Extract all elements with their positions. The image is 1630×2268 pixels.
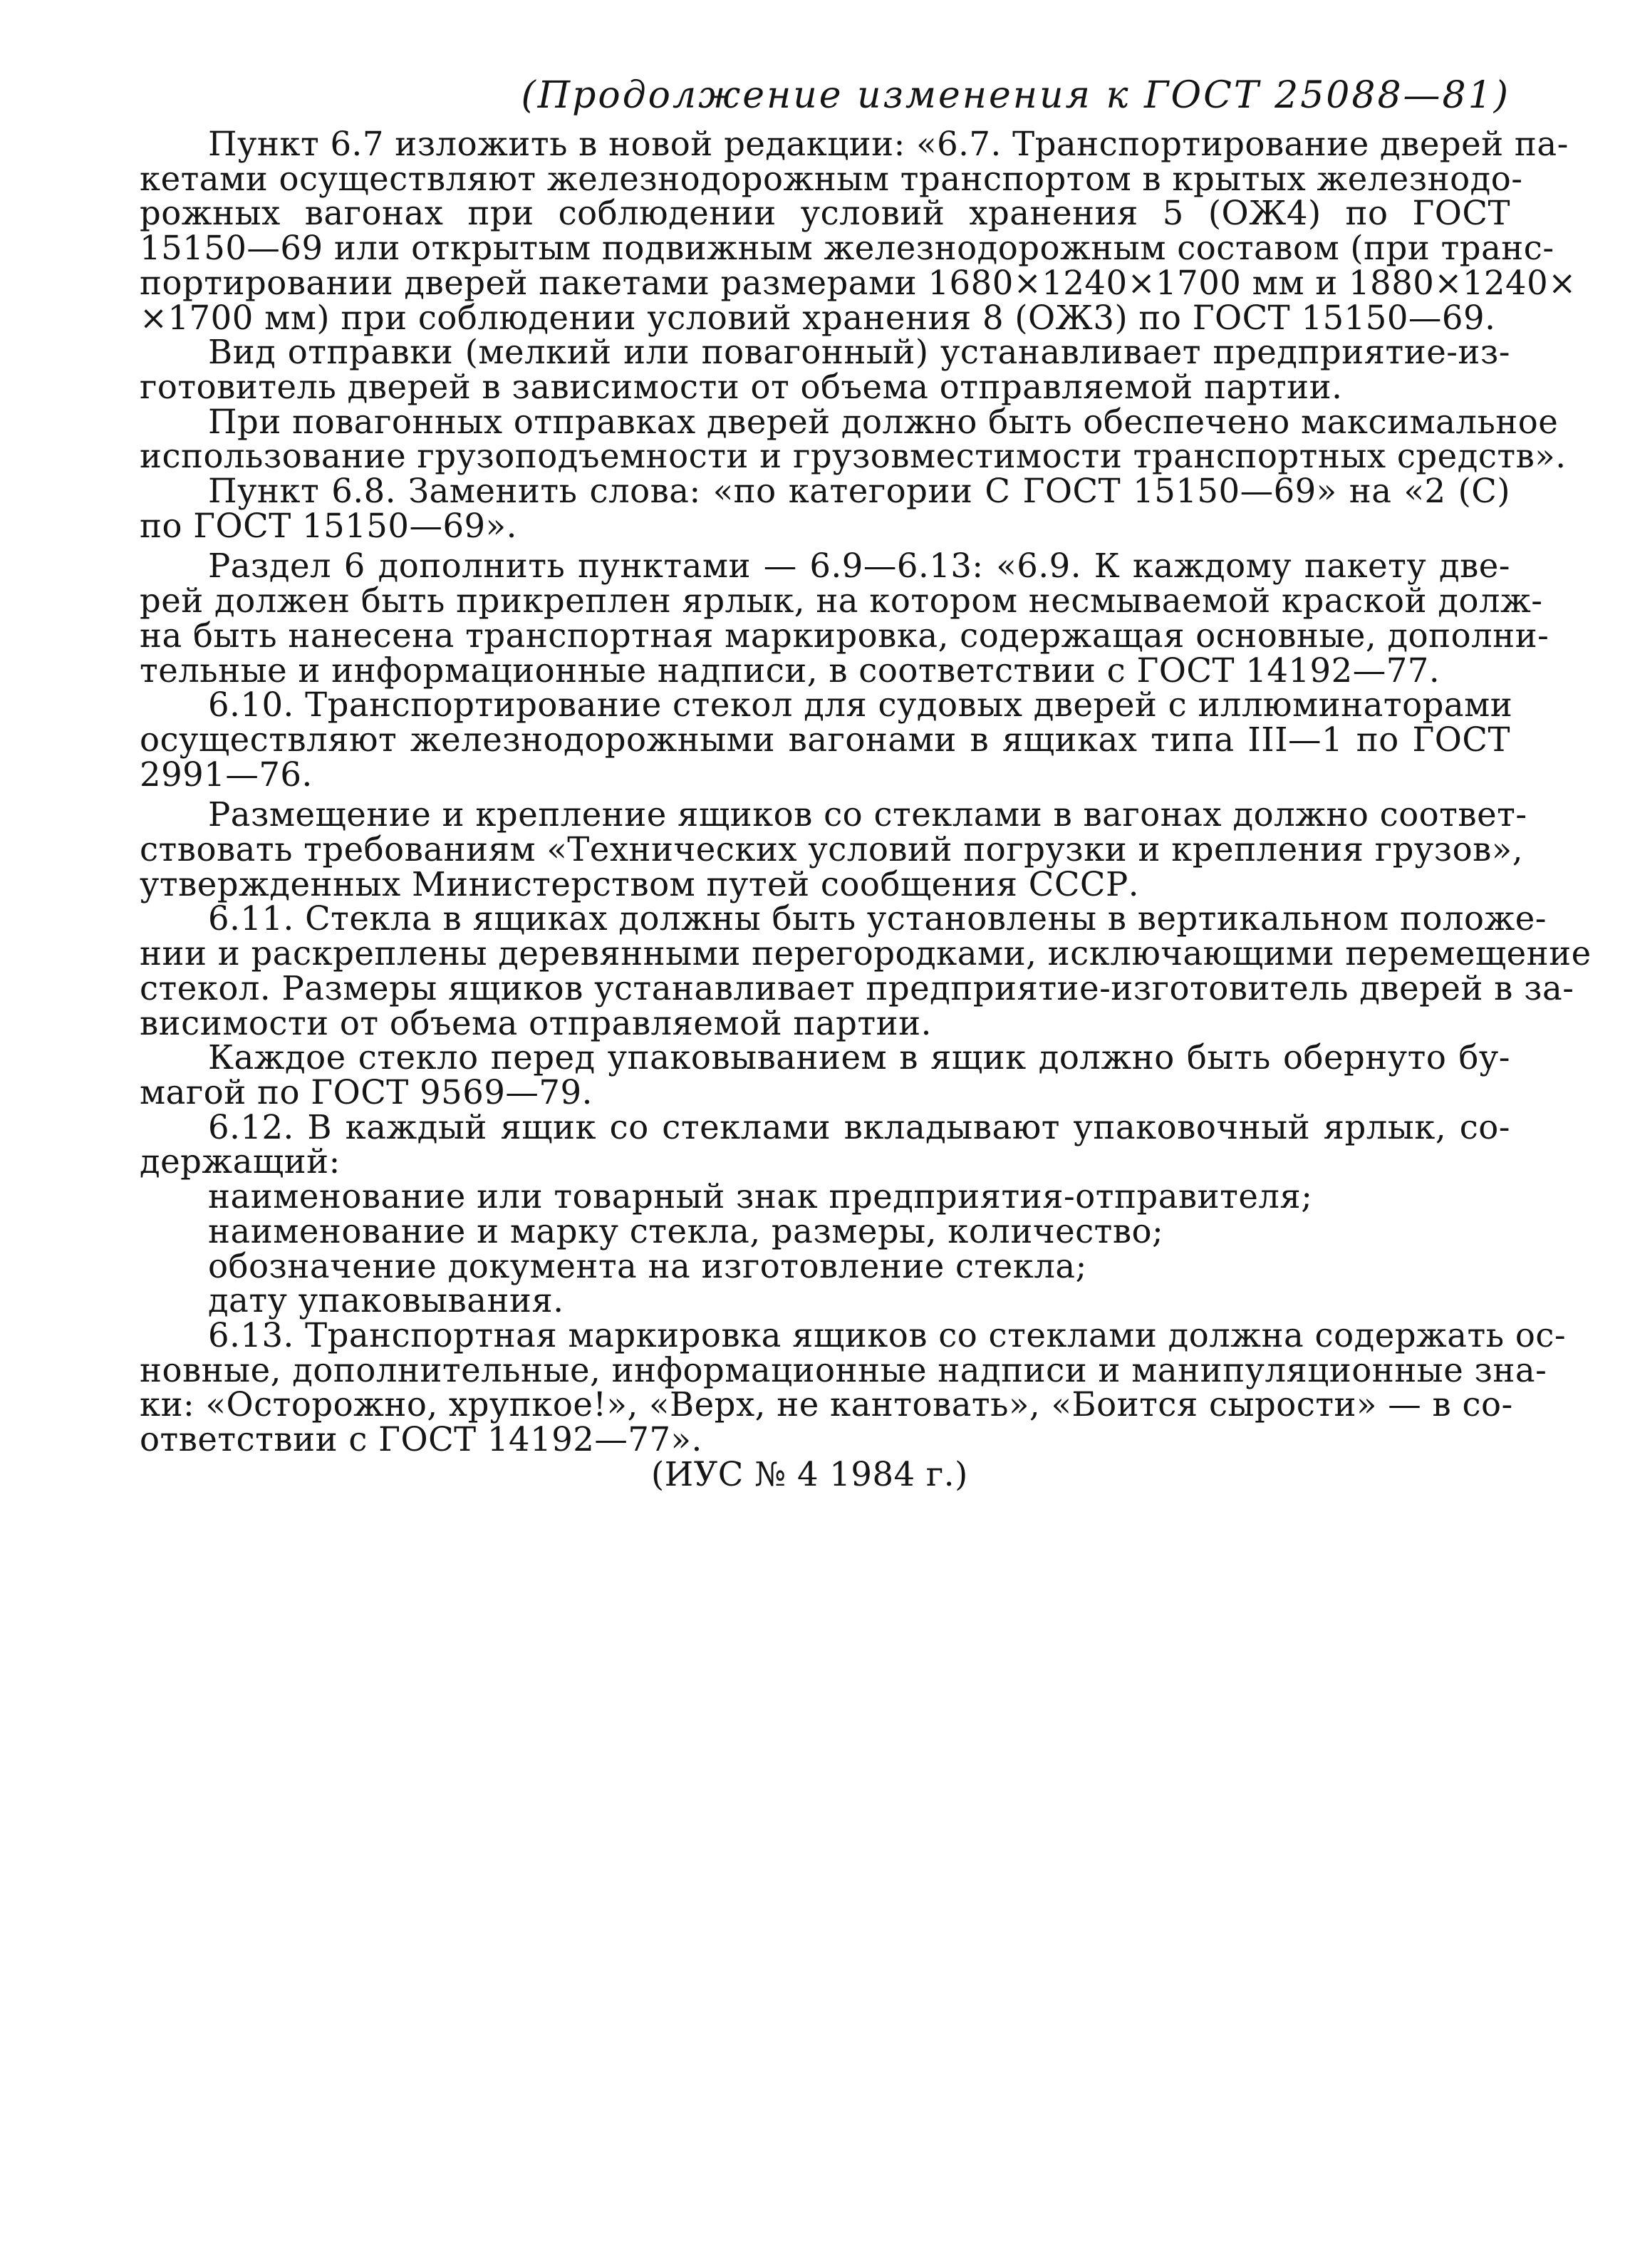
text-line: кетами осуществляют железнодорожным транспортом в крытых железнодо- <box>140 159 1523 198</box>
paragraph-6-10 <box>140 685 1513 794</box>
text-line: использование грузоподъемности и грузовместимости транспортных средств». <box>140 437 1567 476</box>
text-line: новные, дополнительные, информационные надписи и манипуляционные зна- <box>140 1350 1547 1389</box>
text-line: утвержденных Министерством путей сообщения СССР. <box>140 864 1140 903</box>
text-line: висимости от объема отправляемой партии. <box>140 1003 932 1042</box>
paragraph-6-11 <box>140 899 1592 1042</box>
paragraph-wagon-load <box>140 402 1567 476</box>
document-body <box>140 125 1592 1493</box>
text-line: Вид отправки (мелкий или повагонный) устанавливает предприятие-из- <box>208 333 1510 372</box>
text-line: Пункт 6.7 изложить в новой редакции: «6.7. Транспортирование дверей па- <box>208 125 1569 163</box>
paragraph-6-12 <box>140 1107 1510 1181</box>
text-line: Размещение и крепление ящиков со стеклами в вагонах должно соответ- <box>208 795 1527 834</box>
paragraph-6-8 <box>140 474 1510 543</box>
text-line: осуществляют железнодорожными вагонами в ящиках типа III—1 по ГОСТ <box>140 720 1510 759</box>
text-line: портировании дверей пакетами размерами 1680×1240×1700 мм и 1880×1240× <box>140 263 1577 302</box>
text-line: 15150—69 или открытым подвижным железнодорожным составом (при транс- <box>140 229 1554 268</box>
text-line: по ГОСТ 15150—69». <box>140 506 517 545</box>
source-reference: (ИУС № 4 1984 г.) <box>651 1454 968 1493</box>
paragraph-shipment-type <box>140 335 1510 404</box>
text-line: рей должен быть прикреплен ярлык, на котором несмываемой краской долж- <box>140 581 1543 621</box>
text-line: рожных вагонах при соблюдении условий хранения 5 (ОЖ4) по ГОСТ <box>140 194 1510 233</box>
text-line: Каждое стекло перед упаковыванием в ящик должно быть обернуто бу- <box>208 1038 1510 1077</box>
text-line: 2991—76. <box>140 755 313 794</box>
text-line: готовитель дверей в зависимости от объема отправляемой партии. <box>140 367 1343 406</box>
text-line: ответствии с ГОСТ 14192—77». <box>140 1420 702 1459</box>
text-line: на быть нанесена транспортная маркировка, содержащая основные, дополни- <box>140 616 1549 655</box>
text-line: Пункт 6.8. Заменить слова: «по категории С ГОСТ 15150—69» на «2 (С) <box>208 472 1510 511</box>
text-line: ×1700 мм) при соблюдении условий хранения 8 (ОЖ3) по ГОСТ 15150—69. <box>140 298 1496 337</box>
text-line: 6.11. Стекла в ящиках должны быть установлены в вертикальном положе- <box>208 899 1547 938</box>
text-line: 6.10. Транспортирование стекол для судовых дверей с иллюминаторами <box>208 685 1513 725</box>
list-item: дату упаковывания. <box>208 1281 564 1320</box>
paragraph-6-9 <box>140 547 1549 690</box>
list-item: обозначение документа на изготовление стекла; <box>208 1246 1087 1285</box>
list-item: наименование и марку стекла, размеры, количество; <box>208 1211 1164 1250</box>
text-line: Раздел 6 дополнить пунктами — 6.9—6.13: «6.9. К каждому пакету две- <box>208 547 1510 586</box>
paragraph-wrapping <box>140 1038 1510 1112</box>
text-line: При повагонных отправках дверей должно быть обеспечено максимальное <box>208 402 1559 441</box>
text-line: стекол. Размеры ящиков устанавливает предприятие-изготовитель дверей в за- <box>140 968 1574 1008</box>
text-line: 6.12. В каждый ящик со стеклами вкладывают упаковочный ярлык, со- <box>208 1107 1510 1146</box>
text-line: ствовать требованиям «Технических условий погрузки и крепления грузов», <box>140 830 1523 869</box>
label-contents-list <box>140 1179 1510 1318</box>
text-line: тельные и информационные надписи, в соответствии с ГОСТ 14192—77. <box>140 651 1440 690</box>
list-item: наименование или товарный знак предприятия-отправителя; <box>208 1177 1313 1216</box>
paragraph-6-13 <box>140 1315 1567 1459</box>
paragraph-placement <box>140 795 1527 903</box>
text-line: нии и раскреплены деревянными перегородками, исключающими перемещение <box>140 934 1592 973</box>
page-header: (Продолжение изменения к ГОСТ 25088—81) <box>521 74 1510 117</box>
text-line: держащий: <box>140 1142 341 1181</box>
text-line: магой по ГОСТ 9569—79. <box>140 1072 593 1112</box>
text-line: ки: «Осторожно, хрупкое!», «Верх, не кантовать», «Боится сырости» — в со- <box>140 1385 1513 1424</box>
text-line: 6.13. Транспортная маркировка ящиков со стеклами должна содержать ос- <box>208 1315 1567 1355</box>
paragraph-6-7 <box>140 125 1577 337</box>
